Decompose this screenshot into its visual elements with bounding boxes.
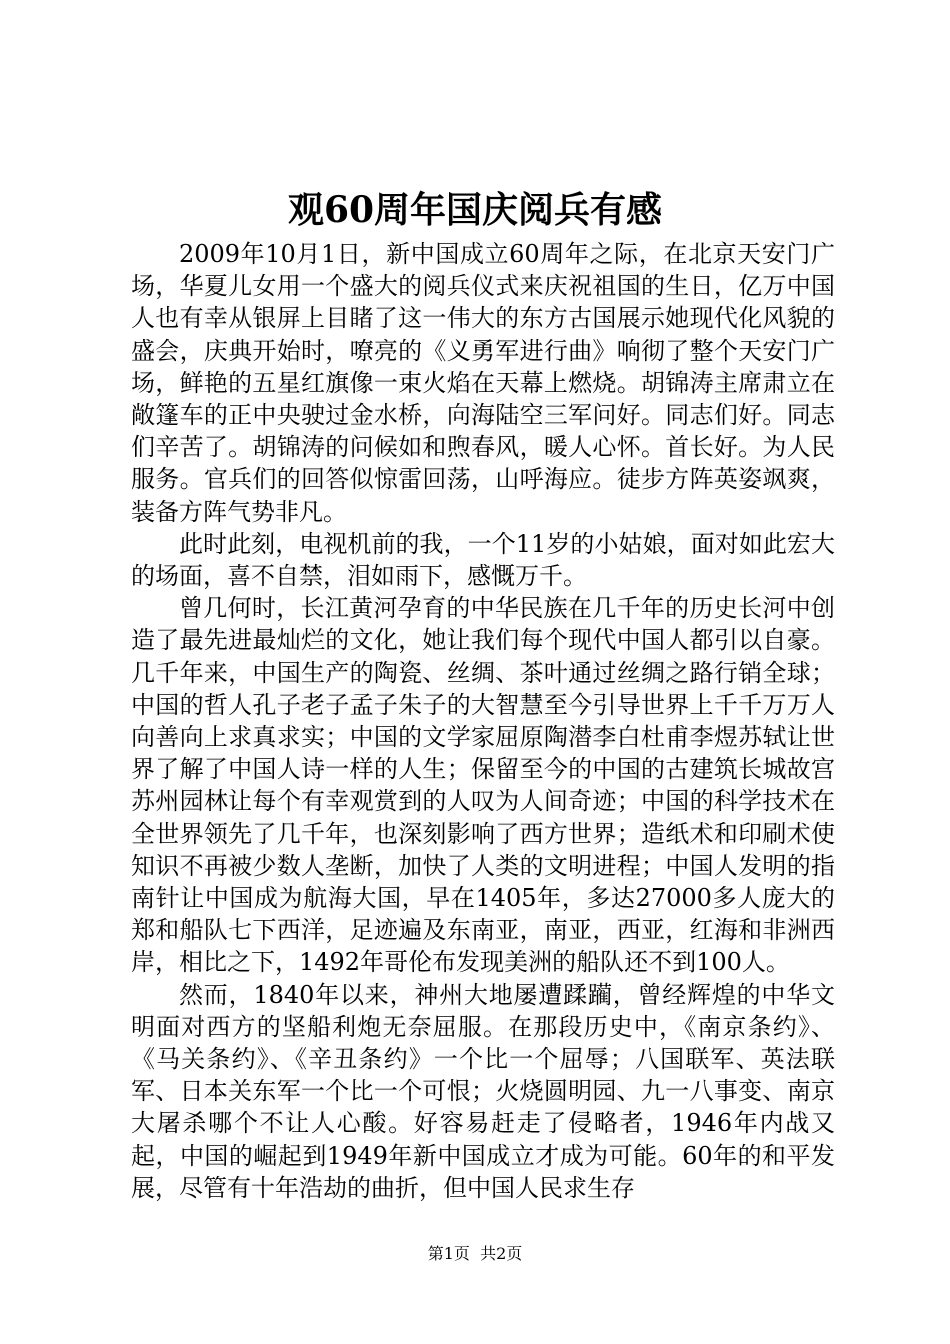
document-body (131, 238, 835, 1204)
paragraph: 此时此刻，电视机前的我，一个11岁的小姑娘，面对如此宏大的场面，喜不自禁，泪如雨下，感慨万千。 (131, 529, 835, 591)
document-title: 观60周年国庆阅兵有感 (287, 189, 663, 231)
paragraph: 2009年10月1日，新中国成立60周年之际，在北京天安门广场，华夏儿女用一个盛大的阅兵仪式来庆祝祖国的生日，亿万中国人也有幸从银屏上目睹了这一伟大的东方古国展示她现代化风貌的盛会，庆典开始时，嘹亮的《义勇军进行曲》响彻了整个天安门广场，鲜艳的五星红旗像一束火焰在天幕上燃烧。胡锦涛主席肃立在敞篷车的正中央驶过金水桥，向海陆空三军问好。同志们好。同志们辛苦了。胡锦涛的问候如和煦春风，暖人心怀。首长好。为人民服务。官兵们的回答似惊雷回荡，山呼海应。徒步方阵英姿飒爽，装备方阵气势非凡。 (131, 240, 835, 526)
paragraph: 曾几何时，长江黄河孕育的中华民族在几千年的历史长河中创造了最先进最灿烂的文化，她让我们每个现代中国人都引以自豪。几千年来，中国生产的陶瓷、丝绸、茶叶通过丝绸之路行销全球；中国的哲人孔子老子孟子朱子的大智慧至今引导世界上千千万万人向善向上求真求实；中国的文学家屈原陶潜李白杜甫李煜苏轼让世界了解了中国人诗一样的人生；保留至今的中国的古建筑长城故宫苏州园林让每个有幸观赏到的人叹为人间奇迹；中国的科学技术在全世界领先了几千年，也深刻影响了西方世界；造纸术和印刷术使知识不再被少数人垄断，加快了人类的文明进程；中国人发明的指南针让中国成为航海大国，早在1405年，多达27000多人庞大的郑和船队七下西洋，足迹遍及东南亚，南亚，西亚，红海和非洲西岸，相比之下，1492年哥伦布发现美洲的船队还不到100人。 (131, 594, 835, 977)
paragraph: 然而，1840年以来，神州大地屡遭蹂躏，曾经辉煌的中华文明面对西方的坚船利炮无奈屈服。在那段历史中，《南京条约》、《马关条约》、《辛丑条约》一个比一个屈辱；八国联军、英法联军、日本关东军一个比一个可恨；火烧圆明园、九一八事变、南京大屠杀哪个不让人心酸。好容易赶走了侵略者，1946年内战又起，中国的崛起到1949年新中国成立才成为可能。60年的和平发展，尽管有十年浩劫的曲折，但中国人民求生存 (131, 980, 835, 1202)
page-footer: 第1页 共2页 (427, 1244, 523, 1263)
